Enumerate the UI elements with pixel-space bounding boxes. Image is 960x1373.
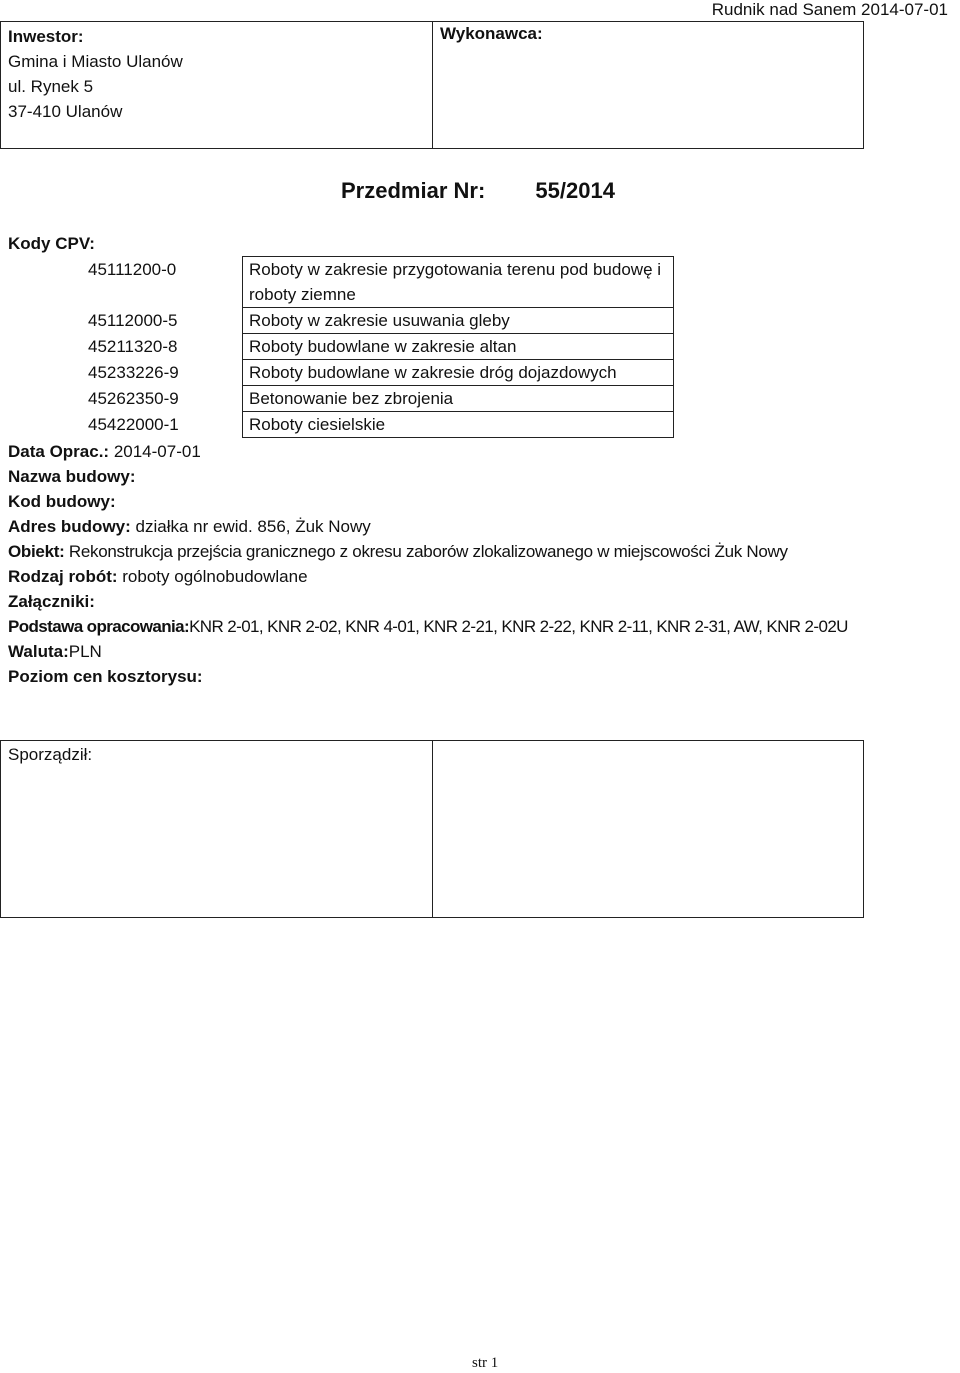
attachments-label: Załączniki: <box>8 592 95 611</box>
object-label: Obiekt: <box>8 542 65 561</box>
basis-row <box>8 617 848 637</box>
place-date: Rudnik nad Sanem 2014-07-01 <box>711 0 948 19</box>
page-number: str 1 <box>472 1355 499 1371</box>
cpv-code: 45111200-0 <box>78 257 243 308</box>
name-label: Nazwa budowy: <box>8 467 136 486</box>
document-title <box>341 178 615 204</box>
basis-value: KNR 2-01, KNR 2-02, KNR 4-01, KNR 2-21, KNR 2-22, KNR 2-11, KNR 2-31, AW, KNR 2-02U <box>189 617 848 636</box>
table-row <box>78 308 674 334</box>
address-label: Adres budowy: <box>8 517 131 536</box>
cpv-desc: Roboty budowlane w zakresie dróg dojazdowych <box>243 360 674 386</box>
table-row <box>78 386 674 412</box>
basis-label: Podstawa opracowania: <box>8 617 190 636</box>
investor-label: Inwestor: <box>8 27 84 46</box>
cpv-desc: Roboty ciesielskie <box>243 412 674 438</box>
code-label: Kod budowy: <box>8 492 116 511</box>
price-level-label: Poziom cen kosztorysu: <box>8 667 203 686</box>
address-row <box>8 517 371 537</box>
currency-value: PLN <box>68 642 102 661</box>
cpv-desc: Roboty w zakresie przygotowania terenu pod budowę i roboty ziemne <box>243 257 674 308</box>
table-row <box>78 257 674 308</box>
cpv-code: 45211320-8 <box>78 334 243 360</box>
header-divider <box>432 21 433 149</box>
cpv-table <box>78 256 674 438</box>
investor-line: ul. Rynek 5 <box>8 77 94 96</box>
currency-label: Waluta: <box>8 642 69 661</box>
object-value: Rekonstrukcja przejścia granicznego z okresu zaborów zlokalizowanego w miejscowości Żuk Nowy <box>64 542 788 561</box>
works-value: roboty ogólnobudowlane <box>117 567 308 586</box>
cpv-desc: Roboty w zakresie usuwania gleby <box>243 308 674 334</box>
object-row <box>8 542 788 562</box>
address-value: działka nr ewid. 856, Żuk Nowy <box>130 517 371 536</box>
cpv-code: 45233226-9 <box>78 360 243 386</box>
investor-line: Gmina i Miasto Ulanów <box>8 52 183 71</box>
works-row <box>8 567 308 587</box>
title-label: Przedmiar Nr: <box>341 178 486 203</box>
cpv-code: 45262350-9 <box>78 386 243 412</box>
prepared-label: Sporządził: <box>8 745 93 764</box>
currency-row <box>8 642 102 662</box>
table-row <box>78 334 674 360</box>
cpv-code: 45112000-5 <box>78 308 243 334</box>
date-row <box>8 442 201 462</box>
date-label: Data Oprac.: <box>8 442 110 461</box>
cpv-desc: Roboty budowlane w zakresie altan <box>243 334 674 360</box>
cpv-label: Kody CPV: <box>8 234 95 253</box>
cpv-desc: Betonowanie bez zbrojenia <box>243 386 674 412</box>
table-row <box>78 412 674 438</box>
date-value: 2014-07-01 <box>109 442 201 461</box>
works-label: Rodzaj robót: <box>8 567 118 586</box>
table-row <box>78 360 674 386</box>
contractor-label: Wykonawca: <box>440 24 543 43</box>
title-number: 55/2014 <box>535 178 615 203</box>
investor-line: 37-410 Ulanów <box>8 102 123 121</box>
cpv-code: 45422000-1 <box>78 412 243 438</box>
signature-divider <box>432 740 433 918</box>
